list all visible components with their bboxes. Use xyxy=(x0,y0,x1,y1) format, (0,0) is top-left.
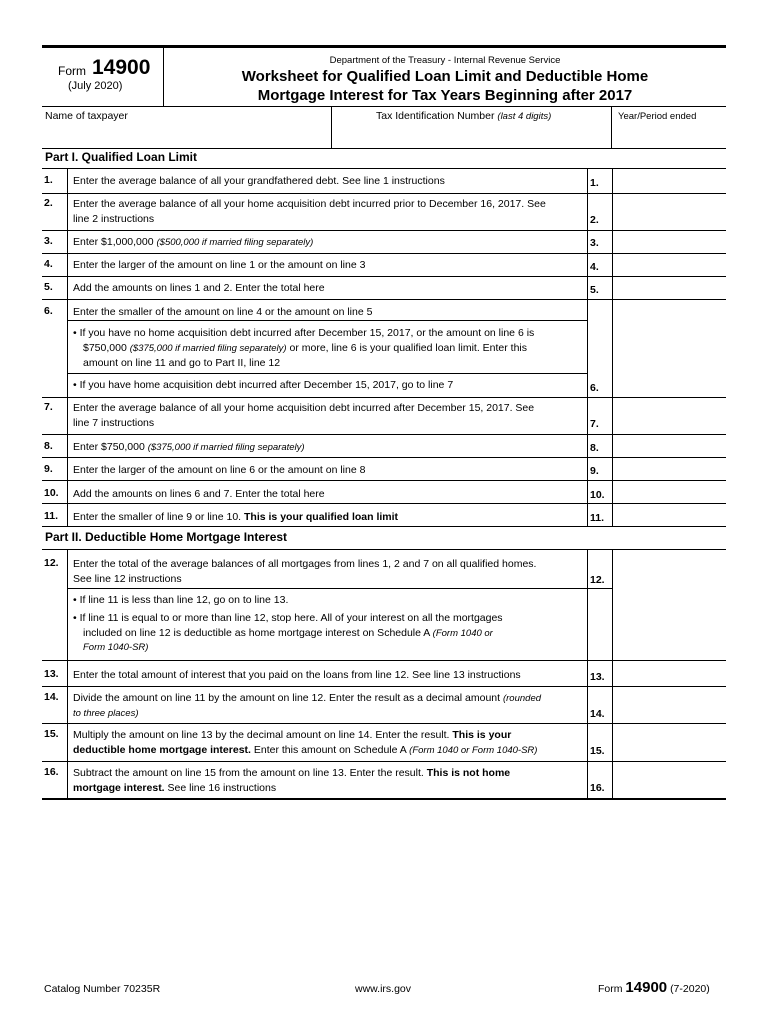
line-14-note-b: to three places) xyxy=(73,707,139,719)
line-15-bold-a: This is your xyxy=(452,729,512,741)
line-8-note: ($375,000 if married filing separately) xyxy=(147,442,305,453)
line-7-text-a: Enter the average balance of all your home acquisition debt incurred after December 15, 2017. See xyxy=(73,402,535,414)
line-13-number: 13. xyxy=(44,668,59,680)
line-12-text-a: Enter the total of the average balances of all mortgages from lines 1, 2 and 7 on all qualified homes. xyxy=(73,558,537,570)
line-9-number: 9. xyxy=(44,463,53,475)
line-14-text xyxy=(73,691,585,721)
line-16-text xyxy=(73,766,585,795)
line-1-amount[interactable] xyxy=(612,169,726,193)
line-6-bullet-1-c: amount on line 11 and go to Part II, line 12 xyxy=(83,357,281,369)
department: Department of the Treasury - Internal Revenue Service xyxy=(329,55,561,66)
line-15-text-main: Multiply the amount on line 13 by the decimal amount on line 14. Enter the result. xyxy=(73,729,450,741)
line-13-label: 13. xyxy=(590,671,605,683)
form-word: Form xyxy=(58,64,86,78)
taxpayer-name-field[interactable] xyxy=(42,106,332,148)
line-14-label: 14. xyxy=(590,708,605,720)
line-7-text xyxy=(73,401,585,430)
line-1-number: 1. xyxy=(44,174,53,186)
line-6-sub-rule xyxy=(68,320,587,321)
line-2-text-b: line 2 instructions xyxy=(73,212,155,225)
line-1-text: Enter the average balance of all your grandfathered debt. See line 1 instructions xyxy=(73,175,445,187)
line-7-text-b: line 7 instructions xyxy=(73,416,155,429)
line-16-amount[interactable] xyxy=(612,762,726,798)
footer-form-word: Form xyxy=(598,983,623,995)
line-16-text-main: Subtract the amount on line 15 from the amount on line 13. Enter the result. xyxy=(73,767,424,779)
catalog-number: Catalog Number 70235R xyxy=(44,983,161,995)
line-16-bold-a: This is not home xyxy=(426,767,511,779)
line-14-amount[interactable] xyxy=(612,687,726,723)
line-10-label: 10. xyxy=(590,489,605,501)
line-2-text xyxy=(73,197,585,226)
line-12-text xyxy=(73,557,585,586)
line-3-text xyxy=(73,235,585,251)
line-15-bold-b: deductible home mortgage interest. xyxy=(73,743,251,756)
line-4-number: 4. xyxy=(44,258,53,270)
line-6-bullet-1-a: • If you have no home acquisition debt incurred after December 15, 2017, or the amount on line 6 is xyxy=(73,327,535,339)
line-10-text: Add the amounts on lines 6 and 7. Enter the total here xyxy=(73,488,325,500)
line-12-sub-rule xyxy=(68,588,612,589)
tin-note: (last 4 digits) xyxy=(497,111,552,122)
line-10-amount[interactable] xyxy=(612,481,726,503)
tin-label xyxy=(376,110,551,122)
line-4-label: 4. xyxy=(590,261,599,273)
line-12-bullet-2-c: Form 1040-SR) xyxy=(83,642,149,653)
line-12-amount[interactable] xyxy=(612,550,726,588)
line-16-text-b: See line 16 instructions xyxy=(167,781,277,794)
form-number: 14900 xyxy=(92,56,151,79)
line-12-bullet-2 xyxy=(73,611,585,656)
line-14-note-a: (rounded xyxy=(502,693,542,704)
year-period-field[interactable] xyxy=(612,106,726,148)
line-8-label: 8. xyxy=(590,442,599,454)
tin-label-text: Tax Identification Number xyxy=(376,110,495,122)
bottom-rule xyxy=(42,798,726,800)
line-4-text: Enter the larger of the amount on line 1 or the amount on line 3 xyxy=(73,259,366,271)
title-line-1: Worksheet for Qualified Loan Limit and Deductible Home xyxy=(241,68,649,85)
part-2-title: Part II. Deductible Home Mortgage Interest xyxy=(45,530,288,544)
line-4-amount[interactable] xyxy=(612,254,726,276)
line-3-label: 3. xyxy=(590,237,599,249)
line-6-bullet-1 xyxy=(73,326,585,371)
line-1-label: 1. xyxy=(590,177,599,189)
line-9-amount[interactable] xyxy=(612,458,726,480)
line-7-amount[interactable] xyxy=(612,398,726,434)
website-link[interactable]: www.irs.gov xyxy=(355,983,412,995)
line-7-number: 7. xyxy=(44,401,53,413)
line-6-bullet-1-b-pre: $750,000 xyxy=(83,341,127,354)
line-3-number: 3. xyxy=(44,235,53,247)
line-12-text-b: See line 12 instructions xyxy=(73,572,182,585)
line-6-sub-rule-2 xyxy=(68,373,587,374)
line-11-amount[interactable] xyxy=(612,504,726,526)
line-5-number: 5. xyxy=(44,281,53,293)
line-9-text: Enter the larger of the amount on line 6 or the amount on line 8 xyxy=(73,464,366,476)
line-8-amount[interactable] xyxy=(612,435,726,457)
line-3-text-main: Enter $1,000,000 xyxy=(73,236,154,248)
line-6-bullet-1-b-post: or more, line 6 is your qualified loan limit. Enter this xyxy=(289,341,528,354)
line-13-amount[interactable] xyxy=(612,661,726,686)
line-11-number: 11. xyxy=(44,510,59,522)
line-9-label: 9. xyxy=(590,465,599,477)
line-12-label: 12. xyxy=(590,574,605,586)
line-6-bullet-1-b xyxy=(73,341,585,357)
line-2-label: 2. xyxy=(590,214,599,226)
footer-form-number: 14900 xyxy=(625,979,668,996)
line-12-number: 12. xyxy=(44,557,59,569)
line-3-note: ($500,000 if married filing separately) xyxy=(156,237,314,248)
line-12-bullet-2-b-note: (Form 1040 or xyxy=(432,627,493,639)
line-6-number: 6. xyxy=(44,305,53,317)
line-12-bullet-2-b xyxy=(73,626,585,642)
footer-form-id xyxy=(598,979,710,996)
line-6-text: Enter the smaller of the amount on line 4 or the amount on line 5 xyxy=(73,306,373,318)
line-16-label: 16. xyxy=(590,782,605,794)
line-5-label: 5. xyxy=(590,284,599,296)
rule xyxy=(42,526,726,527)
line-14-text-main: Divide the amount on line 11 by the amount on line 12. Enter the result as a decimal amount xyxy=(73,692,501,704)
line-16-bold-b: mortgage interest. xyxy=(73,781,165,794)
line-14-number: 14. xyxy=(44,691,59,703)
line-2-amount[interactable] xyxy=(612,194,726,230)
line-8-number: 8. xyxy=(44,440,53,452)
line-12-bullet-1: • If line 11 is less than line 12, go on to line 13. xyxy=(73,594,289,606)
line-11-bold: This is your qualified loan limit xyxy=(244,511,399,523)
line-12-bullet-2-b-text: included on line 12 is deductible as home mortgage interest on Schedule A xyxy=(83,626,430,639)
info-bottom-rule xyxy=(42,148,726,149)
form-id-box xyxy=(42,48,164,106)
line-11-text xyxy=(73,510,585,525)
line-15-text xyxy=(73,728,585,758)
num-col-rule xyxy=(67,168,68,526)
title-line-2: Mortgage Interest for Tax Years Beginning after 2017 xyxy=(257,87,633,104)
line-15-text-b: Enter this amount on Schedule A xyxy=(253,743,407,756)
line-2-number: 2. xyxy=(44,197,53,209)
line-11-text-main: Enter the smaller of line 9 or line 10. xyxy=(73,511,242,523)
line-5-text: Add the amounts on lines 1 and 2. Enter the total here xyxy=(73,282,325,294)
line-15-number: 15. xyxy=(44,728,59,740)
line-6-amount[interactable] xyxy=(612,300,726,397)
tin-field[interactable] xyxy=(332,106,612,148)
line-3-amount[interactable] xyxy=(612,231,726,253)
line-12-bullet-2-a: • If line 11 is equal to or more than line 12, stop here. All of your interest on all the mortgages xyxy=(73,612,503,624)
line-2-text-a: Enter the average balance of all your home acquisition debt incurred prior to December 16, 2017. See xyxy=(73,198,546,210)
line-10-number: 10. xyxy=(44,487,59,499)
line-11-label: 11. xyxy=(590,512,605,524)
line-6-bullet-1-b-note: ($375,000 if married filing separately) xyxy=(129,342,287,354)
label-col-rule xyxy=(587,168,588,526)
line-16-number: 16. xyxy=(44,766,59,778)
part-1-title: Part I. Qualified Loan Limit xyxy=(45,150,198,164)
line-13-text: Enter the total amount of interest that you paid on the loans from line 12. See line 13 instructions xyxy=(73,669,521,681)
taxpayer-name-label: Name of taxpayer xyxy=(45,110,128,122)
line-15-label: 15. xyxy=(590,745,605,757)
line-5-amount[interactable] xyxy=(612,277,726,299)
line-15-amount[interactable] xyxy=(612,724,726,761)
line-7-label: 7. xyxy=(590,418,599,430)
footer-revision: (7-2020) xyxy=(670,983,710,995)
form-date: (July 2020) xyxy=(68,80,123,92)
line-8-text-main: Enter $750,000 xyxy=(73,441,145,453)
line-6-bullet-2: • If you have home acquisition debt incurred after December 15, 2017, go to line 7 xyxy=(73,379,454,391)
line-15-note: (Form 1040 or Form 1040-SR) xyxy=(409,744,538,756)
line-6-label: 6. xyxy=(590,382,599,394)
year-period-label: Year/Period ended xyxy=(618,111,697,122)
line-8-text xyxy=(73,440,585,456)
form-title xyxy=(164,67,726,105)
